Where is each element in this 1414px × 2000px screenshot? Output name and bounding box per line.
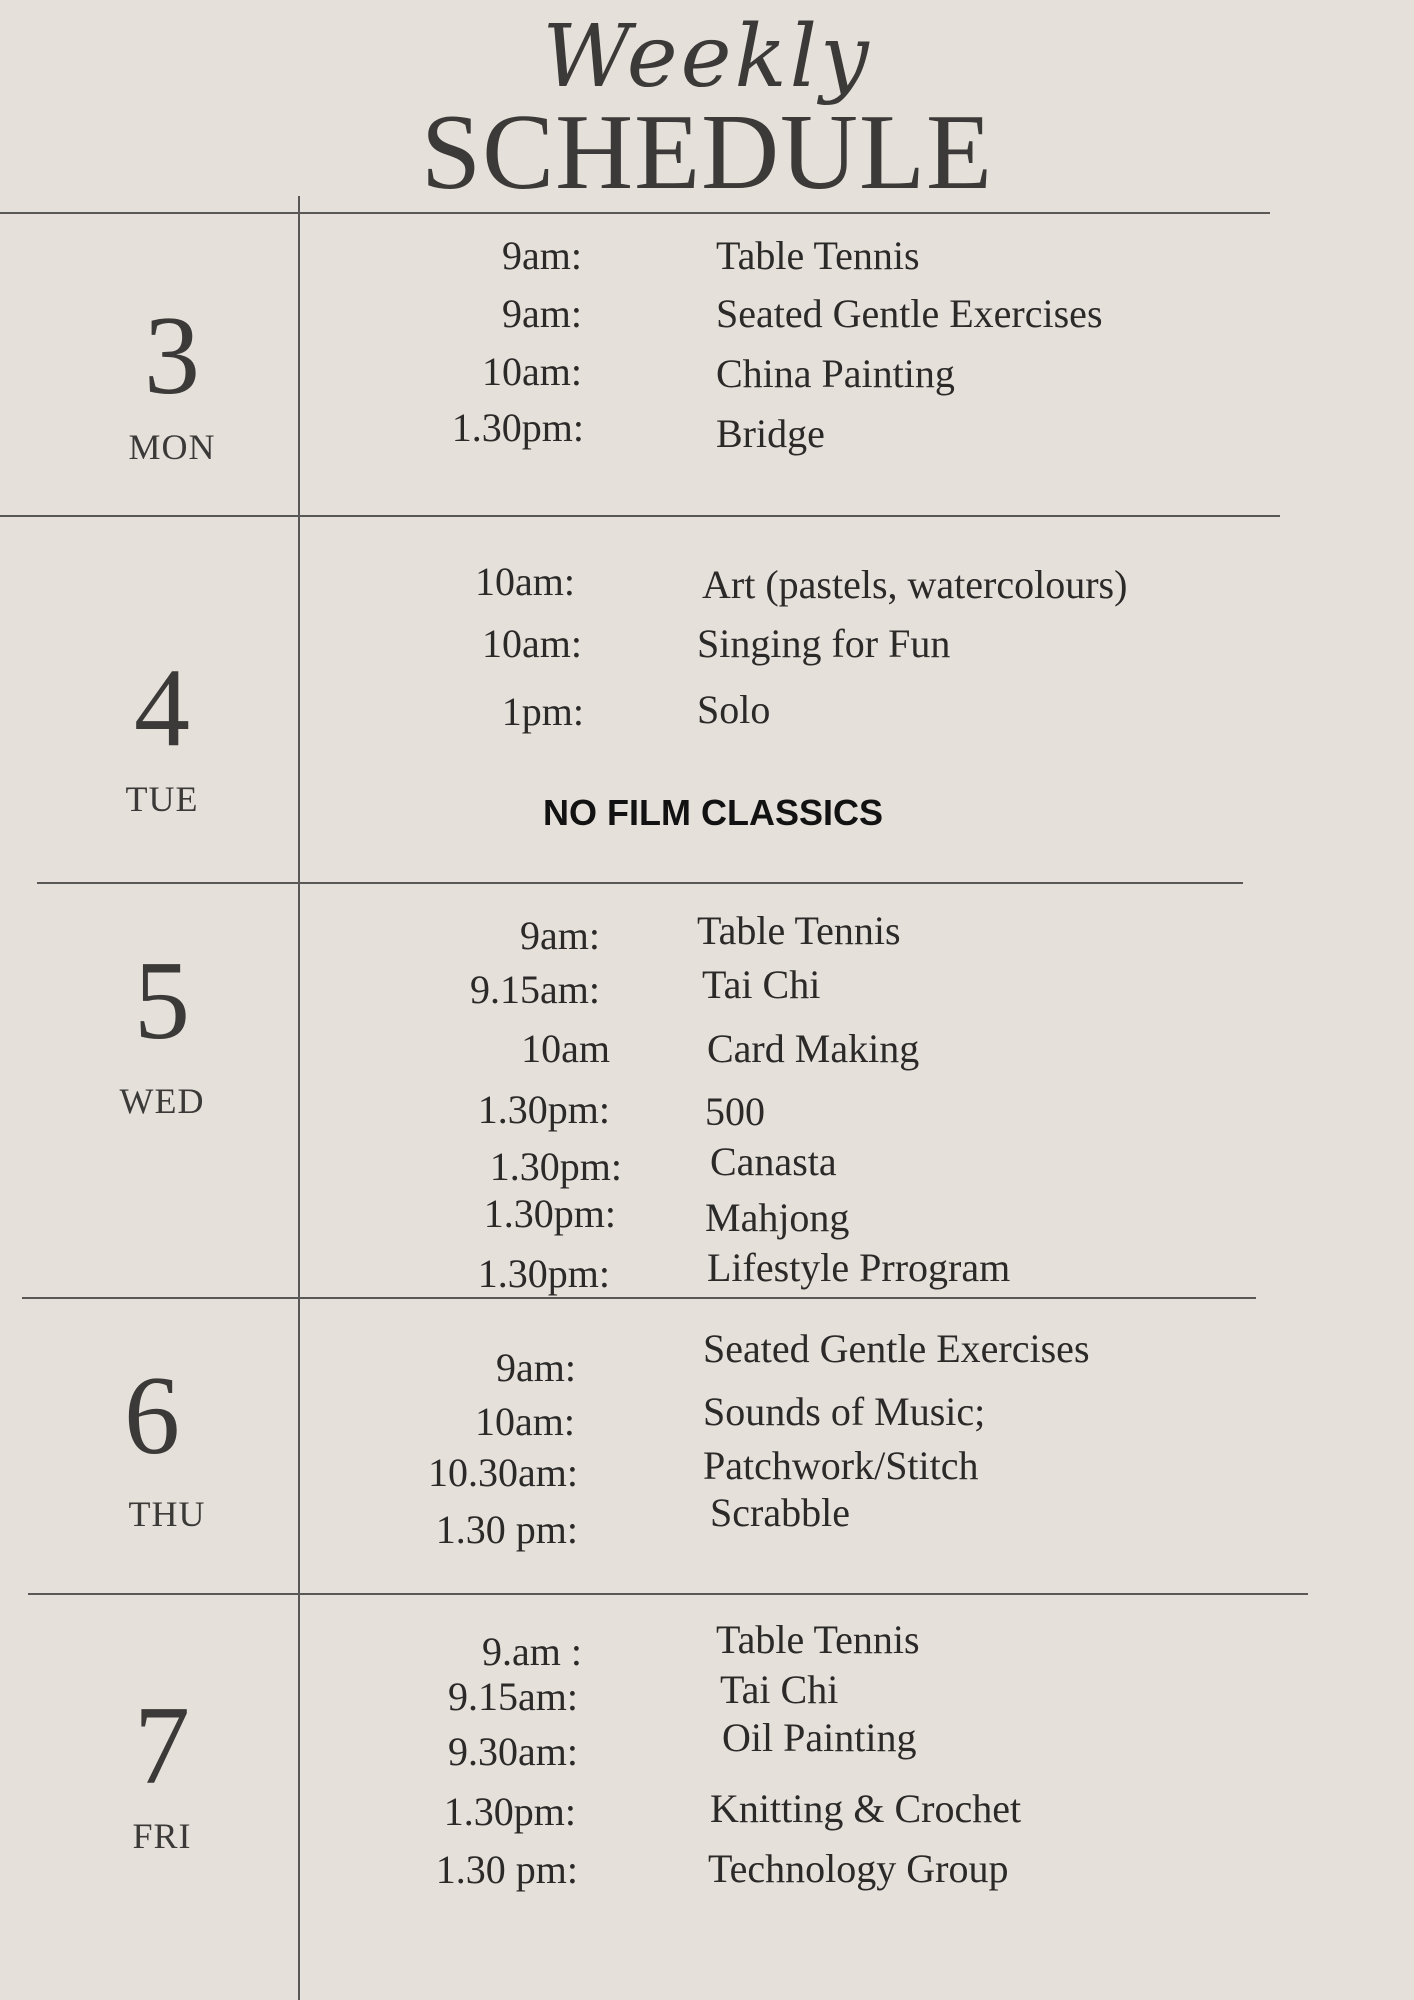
activity-thu-2: Sounds of Music;	[703, 1389, 986, 1434]
weekly-script-title: Weekly	[542, 7, 872, 107]
activity-wed-2: Tai Chi	[702, 962, 821, 1007]
day-name-tue: TUE	[125, 779, 199, 819]
row-divider-tue-wed	[37, 882, 1243, 884]
time-thu-4: 1.30 pm:	[435, 1507, 578, 1552]
activity-thu-1: Seated Gentle Exercises	[703, 1326, 1090, 1371]
activity-thu-3: Patchwork/Stitch	[703, 1443, 979, 1488]
time-wed-2: 9.15am:	[470, 967, 600, 1012]
time-wed-7: 1.30pm:	[477, 1251, 610, 1296]
time-fri-2: 9.15am:	[448, 1674, 578, 1719]
activity-wed-6: Mahjong	[705, 1195, 850, 1240]
activity-wed-1: Table Tennis	[697, 908, 901, 953]
activity-tue-1: Art (pastels, watercolours)	[702, 562, 1128, 607]
activity-tue-2: Singing for Fun	[697, 621, 951, 666]
activity-mon-1: Table Tennis	[716, 233, 920, 278]
activity-thu-4: Scrabble	[710, 1490, 850, 1535]
row-divider-thu-fri	[28, 1593, 1308, 1595]
time-thu-1: 9am:	[496, 1345, 576, 1390]
activity-fri-4: Knitting & Crochet	[710, 1786, 1022, 1831]
day-number-tue: 4	[134, 646, 190, 770]
activity-fri-5: Technology Group	[708, 1846, 1009, 1891]
time-wed-1: 9am:	[520, 913, 600, 958]
activity-fri-1: Table Tennis	[716, 1617, 920, 1662]
time-fri-3: 9.30am:	[448, 1729, 578, 1774]
time-wed-3: 10am	[521, 1026, 610, 1071]
time-thu-3: 10.30am:	[428, 1450, 578, 1495]
day-name-mon: MON	[128, 427, 216, 467]
time-fri-4: 1.30pm:	[443, 1789, 576, 1834]
day-number-thu: 6	[124, 1354, 180, 1478]
time-wed-6: 1.30pm:	[483, 1191, 616, 1236]
day-name-fri: FRI	[132, 1816, 192, 1856]
time-mon-2: 9am:	[502, 291, 582, 336]
time-tue-1: 10am:	[475, 559, 575, 604]
activity-tue-3: Solo	[697, 687, 771, 732]
time-mon-1: 9am:	[502, 233, 582, 278]
time-wed-4: 1.30pm:	[477, 1087, 610, 1132]
day-name-wed: WED	[119, 1081, 205, 1121]
row-divider-mon-tue	[0, 515, 1280, 517]
activity-wed-5: Canasta	[710, 1139, 837, 1184]
day-number-wed: 5	[134, 939, 190, 1063]
activity-mon-4: Bridge	[716, 411, 825, 456]
day-number-mon: 3	[144, 294, 200, 418]
day-number-fri: 7	[134, 1684, 190, 1808]
row-divider-top	[0, 212, 1270, 214]
time-tue-3: 1pm:	[501, 689, 584, 734]
day-name-thu: THU	[128, 1494, 206, 1534]
time-wed-5: 1.30pm:	[489, 1144, 622, 1189]
activity-fri-3: Oil Painting	[722, 1715, 917, 1760]
schedule-title: SCHEDULE	[421, 93, 993, 212]
time-tue-2: 10am:	[482, 621, 582, 666]
activity-fri-2: Tai Chi	[720, 1667, 839, 1712]
time-mon-3: 10am:	[482, 349, 582, 394]
activity-wed-7: Lifestyle Prrogram	[707, 1245, 1011, 1290]
row-divider-wed-thu	[22, 1297, 1256, 1299]
time-thu-2: 10am:	[475, 1399, 575, 1444]
time-mon-4: 1.30pm:	[451, 405, 584, 450]
activity-wed-4: 500	[705, 1089, 765, 1134]
activity-mon-3: China Painting	[716, 351, 955, 396]
time-fri-1: 9.am :	[482, 1629, 582, 1674]
time-fri-5: 1.30 pm:	[435, 1847, 578, 1892]
no-film-classics-notice: NO FILM CLASSICS	[543, 792, 883, 833]
activity-mon-2: Seated Gentle Exercises	[716, 291, 1103, 336]
activity-wed-3: Card Making	[707, 1026, 920, 1071]
